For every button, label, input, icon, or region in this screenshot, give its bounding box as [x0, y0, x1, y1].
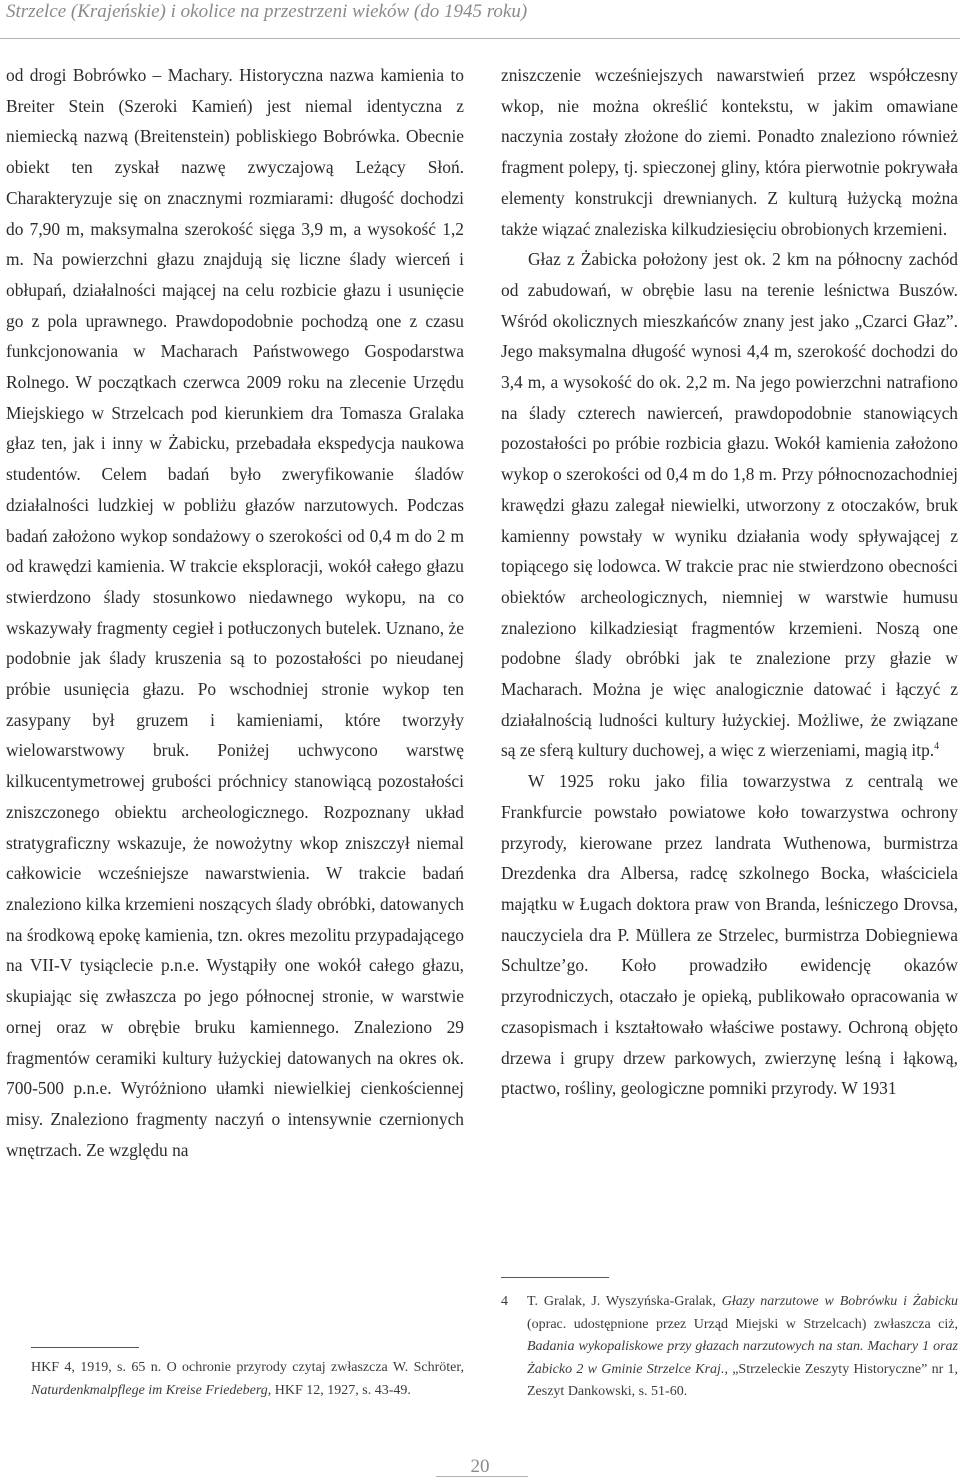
footnote-ref-4[interactable]: 4 [934, 741, 940, 753]
page-number: 20 [470, 1456, 490, 1477]
right-column [501, 60, 958, 1104]
right-paragraph-2-text: Głaz z Żabicka położony jest ok. 2 km na północny zachód od zabudowań, w obrębie lasu na terenie leśnictwa Buszów. Wśród okolicznych mieszkańców znany jest jako „Czarci Głaz”. Jego maksymalna długość wynosi 4,4 m, szerokość dochodzi do 3,4 m, a wysokość do ok. 2,2 m. Na jego powierzchni natrafiono na ślady czterech nawierceń, prawdopodobnie stanowiących pozostałości po próbie rozbicia głazu. Wokół kamienia założono wykop o szerokości od 0,4 m do 1,8 m. Przy północnozachodniej krawędzi głazu zalegał niewielki, utworzony z otoczaków, bruk kamienny powstały w wyniku działania wody spływającej z topiącego się lodowca. W trakcie prac nie stwierdzono obecności obiektów archeologicznych, niemniej w warstwie humusu znaleziono kilkadziesiąt fragmentów krzemieni. Noszą one podobne ślady obróbki jak te znalezione przy głazie w Macharach. Można je więc analogicznie datować i łączyć z działalnością ludności kultury łużyckiej. Możliwe, że związane są ze sferą kultury duchowej, a więc z wierzeniami, magią itp. [501, 249, 958, 761]
footnote-4-text-3: , „Strzeleckie Zeszyty Historyczne” nr 1, Zeszyt Dankowski, s. 51-60. [527, 1361, 958, 1399]
running-header: Strzelce (Krajeńskie) i okolice na przestrzeni wieków (do 1945 roku) [6, 1, 528, 22]
left-footnote-divider [31, 1347, 139, 1348]
footnote-4-text-2: (oprac. udostępnione przez Urząd Miejski w Strzelcach) zwłaszcza ciż, [527, 1316, 958, 1332]
footnote-4 [501, 1291, 958, 1404]
footnote-4-title-2: Badania wykopaliskowe przy głazach narzutowych na stan. Machary 1 oraz Żabicko 2 w Gminie Strzelce Kraj. [527, 1339, 958, 1377]
left-footnote [31, 1357, 464, 1402]
page-number-rule [436, 1476, 528, 1477]
left-paragraph-1: od drogi Bobrówko – Machary. Historyczna nazwa kamienia to Breiter Stein (Szeroki Kamień) jest niemal identyczna z niemiecką nazwą (Breitenstein) pobliskiego Bobrówka. Obecnie obiekt ten zyskał nazwę zwyczajową Leżący Słoń. Charakteryzuje się on znacznymi rozmiarami: długość dochodzi do 7,90 m, maksymalna szerokość sięga 3,9 m, a wysokość 1,2 m. Na powierzchni głazu znajdują się liczne ślady wierceń i obłupań, działalności mającej na celu rozbicie głazu i usunięcie go z pola uprawnego. Prawdopodobnie pochodzą one z czasu funkcjonowania w Macharach Państwowego Gospodarstwa Rolnego. W początkach czerwca 2009 roku na zlecenie Urzędu Miejskiego w Strzelcach pod kierunkiem dra Tomasza Gralaka głaz ten, jak i inny w Żabicku, przebadała ekspedycja naukowa studentów. Celem badań było zweryfikowanie śladów działalności ludzkiej w pobliżu głazów narzutowych. Podczas badań założono wykop sondażowy o szerokości od 0,4 m do 2 m od krawędzi kamienia. W trakcie eksploracji, wokół całego głazu stwierdzono ślady stosunkowo niedawnego wykopu, na co wskazywały fragmenty cegieł i potłuczonych butelek. Uznano, że podobnie jak ślady kruszenia są to pozostałości po nieudanej próbie usunięcia głazu. Po wschodniej stronie wykop ten zasypany był gruzem i kamieniami, które tworzyły wielowarstwowy bruk. Poniżej uchwycono warstwę kilkucentymetrowej grubości próchnicy stanowiącą pozostałości zniszczonego obiektu archeologicznego. Rozpoznany układ stratygraficzny wskazuje, że nowożytny wkop zniszczył niemal całkowicie wcześniejsze nawarstwienia. W trakcie badań znaleziono kilka krzemieni noszących ślady obróbki, datowanych na środkową epokę kamienia, tzn. okres mezolitu przypadającego na VII-V tysiąclecie p.n.e. Wystąpiły one wokół całego głazu, skupiając się zwłaszcza po jego północnej stronie, w warstwie ornej oraz w obrębie bruku kamiennego. Znaleziono 29 fragmentów ceramiki kultury łużyckiej datowanych na okres ok. 700-500 p.n.e. Wyróżniono ułamki niewielkiej cienkościennej misy. Znaleziono fragmenty naczyń o intensywnie czernionych wnętrzach. Ze względu na [6, 65, 464, 1160]
right-paragraph-1: zniszczenie wcześniejszych nawarstwień przez współczesny wkop, nie można określić kontekstu, w jakim omawiane naczynia zostały złożone do ziemi. Ponadto znaleziono również fragment polepy, tj. spieczonej gliny, która pierwotnie pokrywała elementy konstrukcji drewnianych. Z kulturą łużycką można także wiązać znaleziska kilkudziesięciu obrobionych krzemieni. [501, 65, 958, 239]
left-column [6, 60, 464, 1165]
left-footnote-title: Naturdenkmalpflege im Kreise Friedeberg [31, 1382, 268, 1398]
footnote-4-text-1: T. Gralak, J. Wyszyńska-Gralak, [527, 1294, 722, 1309]
left-footnote-text-1: HKF 4, 1919, s. 65 n. O ochronie przyrody czytaj zwłaszcza W. Schröter, [31, 1360, 464, 1375]
header-divider [0, 38, 960, 39]
right-footnote-divider [501, 1277, 609, 1278]
right-paragraph-2 [501, 244, 958, 766]
right-paragraph-3: W 1925 roku jako filia towarzystwa z centralą we Frankfurcie powstało powiatowe koło towarzystwa ochrony przyrody, kierowane przez landrata Wuthenowa, burmistrza Drezdenka dra Albersa, radcę szkolnego Bocka, właściciela majątku w Ługach doktora praw von Branda, leśniczego Drovsa, nauczyciela dra P. Müllera ze Strzelec, burmistrza Dobiegniewa Schultze’go. Koło prowadziło ewidencję okazów przyrodniczych, otaczało je opieką, publikowało opracowania w czasopismach i kształtowało właściwe postawy. Ochroną objęto drzewa i grupy drzew parkowych, zwierzynę leśną i łąkową, ptactwo, rośliny, geologiczne pomniki przyrody. W 1931 [501, 771, 958, 1099]
footnote-4-title-1: Głazy narzutowe w Bobrówku i Żabicku [721, 1294, 958, 1309]
left-footnote-text-2: , HKF 12, 1927, s. 43-49. [267, 1382, 411, 1398]
footnote-4-number: 4 [501, 1294, 508, 1309]
